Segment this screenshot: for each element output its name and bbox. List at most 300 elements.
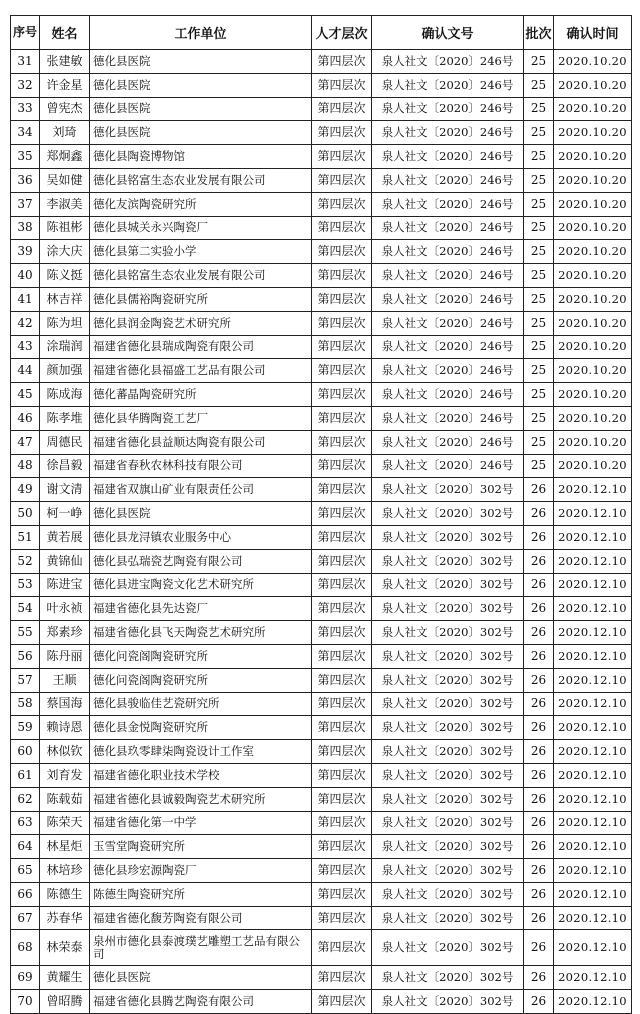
cell-date: 2020.10.20 bbox=[554, 50, 632, 74]
cell-level: 第四层次 bbox=[312, 787, 372, 811]
cell-batch: 26 bbox=[524, 990, 554, 1014]
cell-batch: 26 bbox=[524, 966, 554, 990]
cell-name: 周德民 bbox=[40, 430, 90, 454]
cell-batch: 25 bbox=[524, 168, 554, 192]
cell-unit: 福建省双旗山矿业有限责任公司 bbox=[90, 478, 312, 502]
cell-doc: 泉人社文〔2020〕246号 bbox=[372, 335, 524, 359]
table-row bbox=[11, 597, 632, 621]
cell-level: 第四层次 bbox=[312, 716, 372, 740]
cell-unit: 德化蕃晶陶瓷研究所 bbox=[90, 383, 312, 407]
cell-seq: 43 bbox=[11, 335, 40, 359]
cell-unit: 德化县医院 bbox=[90, 73, 312, 97]
cell-doc: 泉人社文〔2020〕302号 bbox=[372, 668, 524, 692]
cell-date: 2020.12.10 bbox=[554, 716, 632, 740]
cell-batch: 25 bbox=[524, 145, 554, 169]
cell-doc: 泉人社文〔2020〕302号 bbox=[372, 787, 524, 811]
cell-date: 2020.12.10 bbox=[554, 668, 632, 692]
cell-name: 黄锦仙 bbox=[40, 549, 90, 573]
cell-doc: 泉人社文〔2020〕302号 bbox=[372, 716, 524, 740]
cell-level: 第四层次 bbox=[312, 930, 372, 966]
cell-date: 2020.12.10 bbox=[554, 692, 632, 716]
cell-seq: 70 bbox=[11, 990, 40, 1014]
table-row bbox=[11, 216, 632, 240]
cell-name: 陈孝堆 bbox=[40, 406, 90, 430]
cell-unit: 德化县骏临佳艺瓷研究所 bbox=[90, 692, 312, 716]
cell-seq: 69 bbox=[11, 966, 40, 990]
cell-batch: 26 bbox=[524, 502, 554, 526]
cell-doc: 泉人社文〔2020〕302号 bbox=[372, 740, 524, 764]
header-level: 人才层次 bbox=[312, 16, 372, 50]
cell-unit: 德化县医院 bbox=[90, 121, 312, 145]
cell-level: 第四层次 bbox=[312, 287, 372, 311]
cell-batch: 26 bbox=[524, 882, 554, 906]
cell-doc: 泉人社文〔2020〕302号 bbox=[372, 692, 524, 716]
cell-date: 2020.10.20 bbox=[554, 97, 632, 121]
cell-name: 陈德生 bbox=[40, 882, 90, 906]
cell-date: 2020.12.10 bbox=[554, 882, 632, 906]
cell-level: 第四层次 bbox=[312, 311, 372, 335]
table-row bbox=[11, 73, 632, 97]
cell-unit: 玉雪堂陶瓷研究所 bbox=[90, 835, 312, 859]
cell-seq: 47 bbox=[11, 430, 40, 454]
cell-date: 2020.12.10 bbox=[554, 859, 632, 883]
cell-seq: 51 bbox=[11, 525, 40, 549]
table-row bbox=[11, 383, 632, 407]
table-row bbox=[11, 763, 632, 787]
cell-unit: 德化友滨陶瓷研究所 bbox=[90, 192, 312, 216]
cell-level: 第四层次 bbox=[312, 145, 372, 169]
cell-date: 2020.12.10 bbox=[554, 811, 632, 835]
cell-date: 2020.10.20 bbox=[554, 264, 632, 288]
table-row bbox=[11, 835, 632, 859]
cell-level: 第四层次 bbox=[312, 240, 372, 264]
cell-batch: 26 bbox=[524, 692, 554, 716]
table-row bbox=[11, 335, 632, 359]
cell-date: 2020.10.20 bbox=[554, 121, 632, 145]
table-row bbox=[11, 145, 632, 169]
cell-unit: 德化县进宝陶瓷文化艺术研究所 bbox=[90, 573, 312, 597]
cell-level: 第四层次 bbox=[312, 597, 372, 621]
cell-doc: 泉人社文〔2020〕246号 bbox=[372, 216, 524, 240]
cell-date: 2020.12.10 bbox=[554, 990, 632, 1014]
table-row bbox=[11, 454, 632, 478]
table-row bbox=[11, 573, 632, 597]
cell-date: 2020.10.20 bbox=[554, 454, 632, 478]
table-row bbox=[11, 502, 632, 526]
cell-seq: 57 bbox=[11, 668, 40, 692]
cell-level: 第四层次 bbox=[312, 692, 372, 716]
cell-batch: 26 bbox=[524, 525, 554, 549]
cell-unit: 德化县玖零肆柒陶瓷设计工作室 bbox=[90, 740, 312, 764]
cell-unit: 德化县润金陶瓷艺术研究所 bbox=[90, 311, 312, 335]
cell-batch: 26 bbox=[524, 668, 554, 692]
cell-seq: 56 bbox=[11, 644, 40, 668]
cell-name: 柯一峥 bbox=[40, 502, 90, 526]
cell-level: 第四层次 bbox=[312, 264, 372, 288]
cell-seq: 53 bbox=[11, 573, 40, 597]
cell-unit: 福建省德化县先达瓷厂 bbox=[90, 597, 312, 621]
table-row bbox=[11, 787, 632, 811]
cell-seq: 66 bbox=[11, 882, 40, 906]
cell-unit: 福建省春秋农林科技有限公司 bbox=[90, 454, 312, 478]
cell-batch: 25 bbox=[524, 97, 554, 121]
cell-seq: 44 bbox=[11, 359, 40, 383]
cell-seq: 33 bbox=[11, 97, 40, 121]
cell-doc: 泉人社文〔2020〕246号 bbox=[372, 192, 524, 216]
cell-date: 2020.12.10 bbox=[554, 549, 632, 573]
cell-batch: 25 bbox=[524, 287, 554, 311]
cell-seq: 60 bbox=[11, 740, 40, 764]
table-row bbox=[11, 966, 632, 990]
cell-name: 苏春华 bbox=[40, 906, 90, 930]
cell-name: 吴如健 bbox=[40, 168, 90, 192]
cell-doc: 泉人社文〔2020〕302号 bbox=[372, 621, 524, 645]
cell-seq: 59 bbox=[11, 716, 40, 740]
cell-name: 叶永祯 bbox=[40, 597, 90, 621]
header-row bbox=[11, 16, 632, 50]
cell-unit: 福建省德化第一中学 bbox=[90, 811, 312, 835]
cell-batch: 25 bbox=[524, 240, 554, 264]
cell-name: 陈进宝 bbox=[40, 573, 90, 597]
cell-doc: 泉人社文〔2020〕246号 bbox=[372, 454, 524, 478]
cell-name: 郑炯鑫 bbox=[40, 145, 90, 169]
table-row bbox=[11, 97, 632, 121]
cell-date: 2020.12.10 bbox=[554, 573, 632, 597]
cell-date: 2020.12.10 bbox=[554, 621, 632, 645]
cell-unit: 德化县医院 bbox=[90, 50, 312, 74]
cell-level: 第四层次 bbox=[312, 668, 372, 692]
cell-level: 第四层次 bbox=[312, 740, 372, 764]
cell-date: 2020.12.10 bbox=[554, 740, 632, 764]
table-row bbox=[11, 406, 632, 430]
cell-date: 2020.10.20 bbox=[554, 192, 632, 216]
cell-level: 第四层次 bbox=[312, 549, 372, 573]
cell-level: 第四层次 bbox=[312, 168, 372, 192]
cell-date: 2020.10.20 bbox=[554, 335, 632, 359]
cell-name: 蔡国海 bbox=[40, 692, 90, 716]
cell-seq: 40 bbox=[11, 264, 40, 288]
cell-level: 第四层次 bbox=[312, 763, 372, 787]
cell-seq: 63 bbox=[11, 811, 40, 835]
cell-batch: 25 bbox=[524, 311, 554, 335]
cell-doc: 泉人社文〔2020〕302号 bbox=[372, 966, 524, 990]
cell-level: 第四层次 bbox=[312, 383, 372, 407]
table-row bbox=[11, 692, 632, 716]
cell-seq: 39 bbox=[11, 240, 40, 264]
cell-date: 2020.12.10 bbox=[554, 930, 632, 966]
cell-unit: 陈德生陶瓷研究所 bbox=[90, 882, 312, 906]
cell-date: 2020.12.10 bbox=[554, 906, 632, 930]
table-row bbox=[11, 668, 632, 692]
cell-seq: 61 bbox=[11, 763, 40, 787]
cell-batch: 25 bbox=[524, 121, 554, 145]
cell-name: 刘琦 bbox=[40, 121, 90, 145]
cell-seq: 52 bbox=[11, 549, 40, 573]
table-row bbox=[11, 430, 632, 454]
table-row bbox=[11, 990, 632, 1014]
cell-seq: 34 bbox=[11, 121, 40, 145]
cell-unit: 德化县医院 bbox=[90, 502, 312, 526]
cell-level: 第四层次 bbox=[312, 502, 372, 526]
cell-date: 2020.12.10 bbox=[554, 502, 632, 526]
cell-batch: 25 bbox=[524, 73, 554, 97]
cell-unit: 福建省德化县腾艺陶瓷有限公司 bbox=[90, 990, 312, 1014]
header-date: 确认时间 bbox=[554, 16, 632, 50]
cell-unit: 德化县珍宏源陶瓷厂 bbox=[90, 859, 312, 883]
cell-doc: 泉人社文〔2020〕302号 bbox=[372, 859, 524, 883]
cell-batch: 26 bbox=[524, 811, 554, 835]
table-row bbox=[11, 478, 632, 502]
cell-unit: 德化县陶瓷博物馆 bbox=[90, 145, 312, 169]
cell-date: 2020.10.20 bbox=[554, 168, 632, 192]
cell-doc: 泉人社文〔2020〕246号 bbox=[372, 287, 524, 311]
table-row bbox=[11, 930, 632, 966]
cell-level: 第四层次 bbox=[312, 359, 372, 383]
header-unit: 工作单位 bbox=[90, 16, 312, 50]
table-row bbox=[11, 525, 632, 549]
header-doc: 确认文号 bbox=[372, 16, 524, 50]
cell-name: 陈丹丽 bbox=[40, 644, 90, 668]
cell-date: 2020.12.10 bbox=[554, 835, 632, 859]
cell-date: 2020.12.10 bbox=[554, 597, 632, 621]
cell-unit: 德化县龙浔镇农业服务中心 bbox=[90, 525, 312, 549]
cell-doc: 泉人社文〔2020〕246号 bbox=[372, 311, 524, 335]
cell-name: 曾昭腾 bbox=[40, 990, 90, 1014]
table-row bbox=[11, 644, 632, 668]
cell-batch: 25 bbox=[524, 335, 554, 359]
cell-batch: 25 bbox=[524, 216, 554, 240]
cell-doc: 泉人社文〔2020〕302号 bbox=[372, 990, 524, 1014]
table-row bbox=[11, 121, 632, 145]
cell-doc: 泉人社文〔2020〕302号 bbox=[372, 478, 524, 502]
cell-level: 第四层次 bbox=[312, 430, 372, 454]
cell-name: 颜加强 bbox=[40, 359, 90, 383]
cell-date: 2020.10.20 bbox=[554, 240, 632, 264]
cell-name: 徐昌毅 bbox=[40, 454, 90, 478]
cell-level: 第四层次 bbox=[312, 906, 372, 930]
cell-unit: 福建省德化县飞天陶瓷艺术研究所 bbox=[90, 621, 312, 645]
cell-name: 许金星 bbox=[40, 73, 90, 97]
cell-level: 第四层次 bbox=[312, 990, 372, 1014]
cell-name: 李淑美 bbox=[40, 192, 90, 216]
cell-level: 第四层次 bbox=[312, 50, 372, 74]
cell-seq: 41 bbox=[11, 287, 40, 311]
cell-name: 郑素珍 bbox=[40, 621, 90, 645]
cell-batch: 26 bbox=[524, 573, 554, 597]
cell-level: 第四层次 bbox=[312, 454, 372, 478]
cell-seq: 38 bbox=[11, 216, 40, 240]
cell-date: 2020.12.10 bbox=[554, 525, 632, 549]
cell-name: 陈为坦 bbox=[40, 311, 90, 335]
table-row bbox=[11, 240, 632, 264]
cell-name: 涂大庆 bbox=[40, 240, 90, 264]
table-row bbox=[11, 811, 632, 835]
cell-date: 2020.10.20 bbox=[554, 287, 632, 311]
cell-level: 第四层次 bbox=[312, 192, 372, 216]
cell-doc: 泉人社文〔2020〕302号 bbox=[372, 930, 524, 966]
cell-batch: 26 bbox=[524, 621, 554, 645]
cell-name: 涂瑞润 bbox=[40, 335, 90, 359]
cell-unit: 德化县医院 bbox=[90, 966, 312, 990]
header-name: 姓名 bbox=[40, 16, 90, 50]
cell-doc: 泉人社文〔2020〕246号 bbox=[372, 97, 524, 121]
cell-unit: 德化问瓷阁陶瓷研究所 bbox=[90, 668, 312, 692]
cell-doc: 泉人社文〔2020〕302号 bbox=[372, 882, 524, 906]
cell-date: 2020.10.20 bbox=[554, 383, 632, 407]
table-row bbox=[11, 549, 632, 573]
cell-doc: 泉人社文〔2020〕302号 bbox=[372, 597, 524, 621]
cell-seq: 42 bbox=[11, 311, 40, 335]
cell-unit: 德化县铭富生态农业发展有限公司 bbox=[90, 168, 312, 192]
cell-name: 陈祖彬 bbox=[40, 216, 90, 240]
cell-name: 林培珍 bbox=[40, 859, 90, 883]
cell-date: 2020.10.20 bbox=[554, 216, 632, 240]
cell-unit: 泉州市德化县泰渡璞艺雕塑工艺品有限公司 bbox=[90, 930, 312, 966]
cell-name: 张建敏 bbox=[40, 50, 90, 74]
cell-doc: 泉人社文〔2020〕302号 bbox=[372, 549, 524, 573]
table-row bbox=[11, 50, 632, 74]
cell-seq: 45 bbox=[11, 383, 40, 407]
cell-level: 第四层次 bbox=[312, 644, 372, 668]
cell-unit: 德化问瓷阁陶瓷研究所 bbox=[90, 644, 312, 668]
cell-batch: 26 bbox=[524, 787, 554, 811]
cell-unit: 德化县弘瑞瓷艺陶瓷有限公司 bbox=[90, 549, 312, 573]
cell-doc: 泉人社文〔2020〕302号 bbox=[372, 906, 524, 930]
cell-name: 刘育发 bbox=[40, 763, 90, 787]
talent-table bbox=[10, 15, 632, 1014]
cell-doc: 泉人社文〔2020〕246号 bbox=[372, 430, 524, 454]
cell-level: 第四层次 bbox=[312, 859, 372, 883]
cell-name: 陈载茹 bbox=[40, 787, 90, 811]
cell-seq: 36 bbox=[11, 168, 40, 192]
cell-unit: 德化县铭富生态农业发展有限公司 bbox=[90, 264, 312, 288]
cell-doc: 泉人社文〔2020〕302号 bbox=[372, 573, 524, 597]
cell-seq: 68 bbox=[11, 930, 40, 966]
cell-date: 2020.10.20 bbox=[554, 359, 632, 383]
cell-seq: 62 bbox=[11, 787, 40, 811]
table-row bbox=[11, 716, 632, 740]
cell-unit: 福建省德化馥芳陶瓷有限公司 bbox=[90, 906, 312, 930]
cell-date: 2020.12.10 bbox=[554, 787, 632, 811]
cell-name: 陈成海 bbox=[40, 383, 90, 407]
table-row bbox=[11, 359, 632, 383]
cell-name: 曾宪杰 bbox=[40, 97, 90, 121]
cell-name: 林星炬 bbox=[40, 835, 90, 859]
cell-date: 2020.12.10 bbox=[554, 763, 632, 787]
cell-doc: 泉人社文〔2020〕302号 bbox=[372, 835, 524, 859]
table-row bbox=[11, 168, 632, 192]
cell-seq: 49 bbox=[11, 478, 40, 502]
cell-level: 第四层次 bbox=[312, 478, 372, 502]
cell-batch: 26 bbox=[524, 763, 554, 787]
cell-level: 第四层次 bbox=[312, 882, 372, 906]
cell-level: 第四层次 bbox=[312, 621, 372, 645]
cell-seq: 55 bbox=[11, 621, 40, 645]
header-seq: 序号 bbox=[11, 16, 40, 50]
cell-unit: 德化县城关永兴陶瓷厂 bbox=[90, 216, 312, 240]
cell-level: 第四层次 bbox=[312, 525, 372, 549]
cell-doc: 泉人社文〔2020〕302号 bbox=[372, 763, 524, 787]
table-row bbox=[11, 740, 632, 764]
table-row bbox=[11, 287, 632, 311]
cell-level: 第四层次 bbox=[312, 406, 372, 430]
cell-level: 第四层次 bbox=[312, 121, 372, 145]
cell-seq: 35 bbox=[11, 145, 40, 169]
cell-seq: 65 bbox=[11, 859, 40, 883]
cell-date: 2020.12.10 bbox=[554, 478, 632, 502]
table-row bbox=[11, 882, 632, 906]
cell-batch: 26 bbox=[524, 835, 554, 859]
cell-date: 2020.10.20 bbox=[554, 145, 632, 169]
cell-name: 林似钦 bbox=[40, 740, 90, 764]
cell-batch: 26 bbox=[524, 478, 554, 502]
cell-doc: 泉人社文〔2020〕302号 bbox=[372, 644, 524, 668]
table-row bbox=[11, 621, 632, 645]
cell-date: 2020.12.10 bbox=[554, 644, 632, 668]
cell-batch: 26 bbox=[524, 859, 554, 883]
cell-level: 第四层次 bbox=[312, 97, 372, 121]
cell-level: 第四层次 bbox=[312, 335, 372, 359]
cell-seq: 54 bbox=[11, 597, 40, 621]
cell-doc: 泉人社文〔2020〕246号 bbox=[372, 50, 524, 74]
cell-batch: 26 bbox=[524, 740, 554, 764]
cell-unit: 福建省德化县益顺达陶瓷有限公司 bbox=[90, 430, 312, 454]
cell-batch: 25 bbox=[524, 264, 554, 288]
cell-unit: 福建省德化县福盛工艺品有限公司 bbox=[90, 359, 312, 383]
table-row bbox=[11, 311, 632, 335]
cell-unit: 德化县儒裕陶瓷研究所 bbox=[90, 287, 312, 311]
cell-doc: 泉人社文〔2020〕302号 bbox=[372, 525, 524, 549]
cell-batch: 26 bbox=[524, 906, 554, 930]
cell-unit: 德化县华腾陶瓷工艺厂 bbox=[90, 406, 312, 430]
header-batch: 批次 bbox=[524, 16, 554, 50]
cell-name: 林吉祥 bbox=[40, 287, 90, 311]
cell-doc: 泉人社文〔2020〕302号 bbox=[372, 811, 524, 835]
cell-doc: 泉人社文〔2020〕246号 bbox=[372, 73, 524, 97]
cell-batch: 26 bbox=[524, 644, 554, 668]
cell-date: 2020.10.20 bbox=[554, 311, 632, 335]
cell-name: 黄耀生 bbox=[40, 966, 90, 990]
cell-unit: 德化县金悦陶瓷研究所 bbox=[90, 716, 312, 740]
cell-doc: 泉人社文〔2020〕246号 bbox=[372, 359, 524, 383]
cell-date: 2020.10.20 bbox=[554, 430, 632, 454]
cell-seq: 32 bbox=[11, 73, 40, 97]
cell-seq: 46 bbox=[11, 406, 40, 430]
cell-name: 陈荣天 bbox=[40, 811, 90, 835]
cell-doc: 泉人社文〔2020〕246号 bbox=[372, 240, 524, 264]
cell-name: 谢文清 bbox=[40, 478, 90, 502]
cell-unit: 福建省德化县诚毅陶瓷艺术研究所 bbox=[90, 787, 312, 811]
table-row bbox=[11, 859, 632, 883]
cell-batch: 25 bbox=[524, 430, 554, 454]
cell-name: 林荣泰 bbox=[40, 930, 90, 966]
cell-unit: 福建省德化职业技术学校 bbox=[90, 763, 312, 787]
table-row bbox=[11, 264, 632, 288]
cell-name: 赖诗恩 bbox=[40, 716, 90, 740]
cell-unit: 德化县第二实验小学 bbox=[90, 240, 312, 264]
cell-unit: 德化县医院 bbox=[90, 97, 312, 121]
cell-seq: 58 bbox=[11, 692, 40, 716]
cell-seq: 37 bbox=[11, 192, 40, 216]
cell-batch: 25 bbox=[524, 454, 554, 478]
cell-name: 陈义挺 bbox=[40, 264, 90, 288]
cell-level: 第四层次 bbox=[312, 811, 372, 835]
cell-batch: 25 bbox=[524, 406, 554, 430]
cell-doc: 泉人社文〔2020〕246号 bbox=[372, 383, 524, 407]
cell-name: 王顺 bbox=[40, 668, 90, 692]
cell-batch: 26 bbox=[524, 549, 554, 573]
cell-date: 2020.12.10 bbox=[554, 966, 632, 990]
